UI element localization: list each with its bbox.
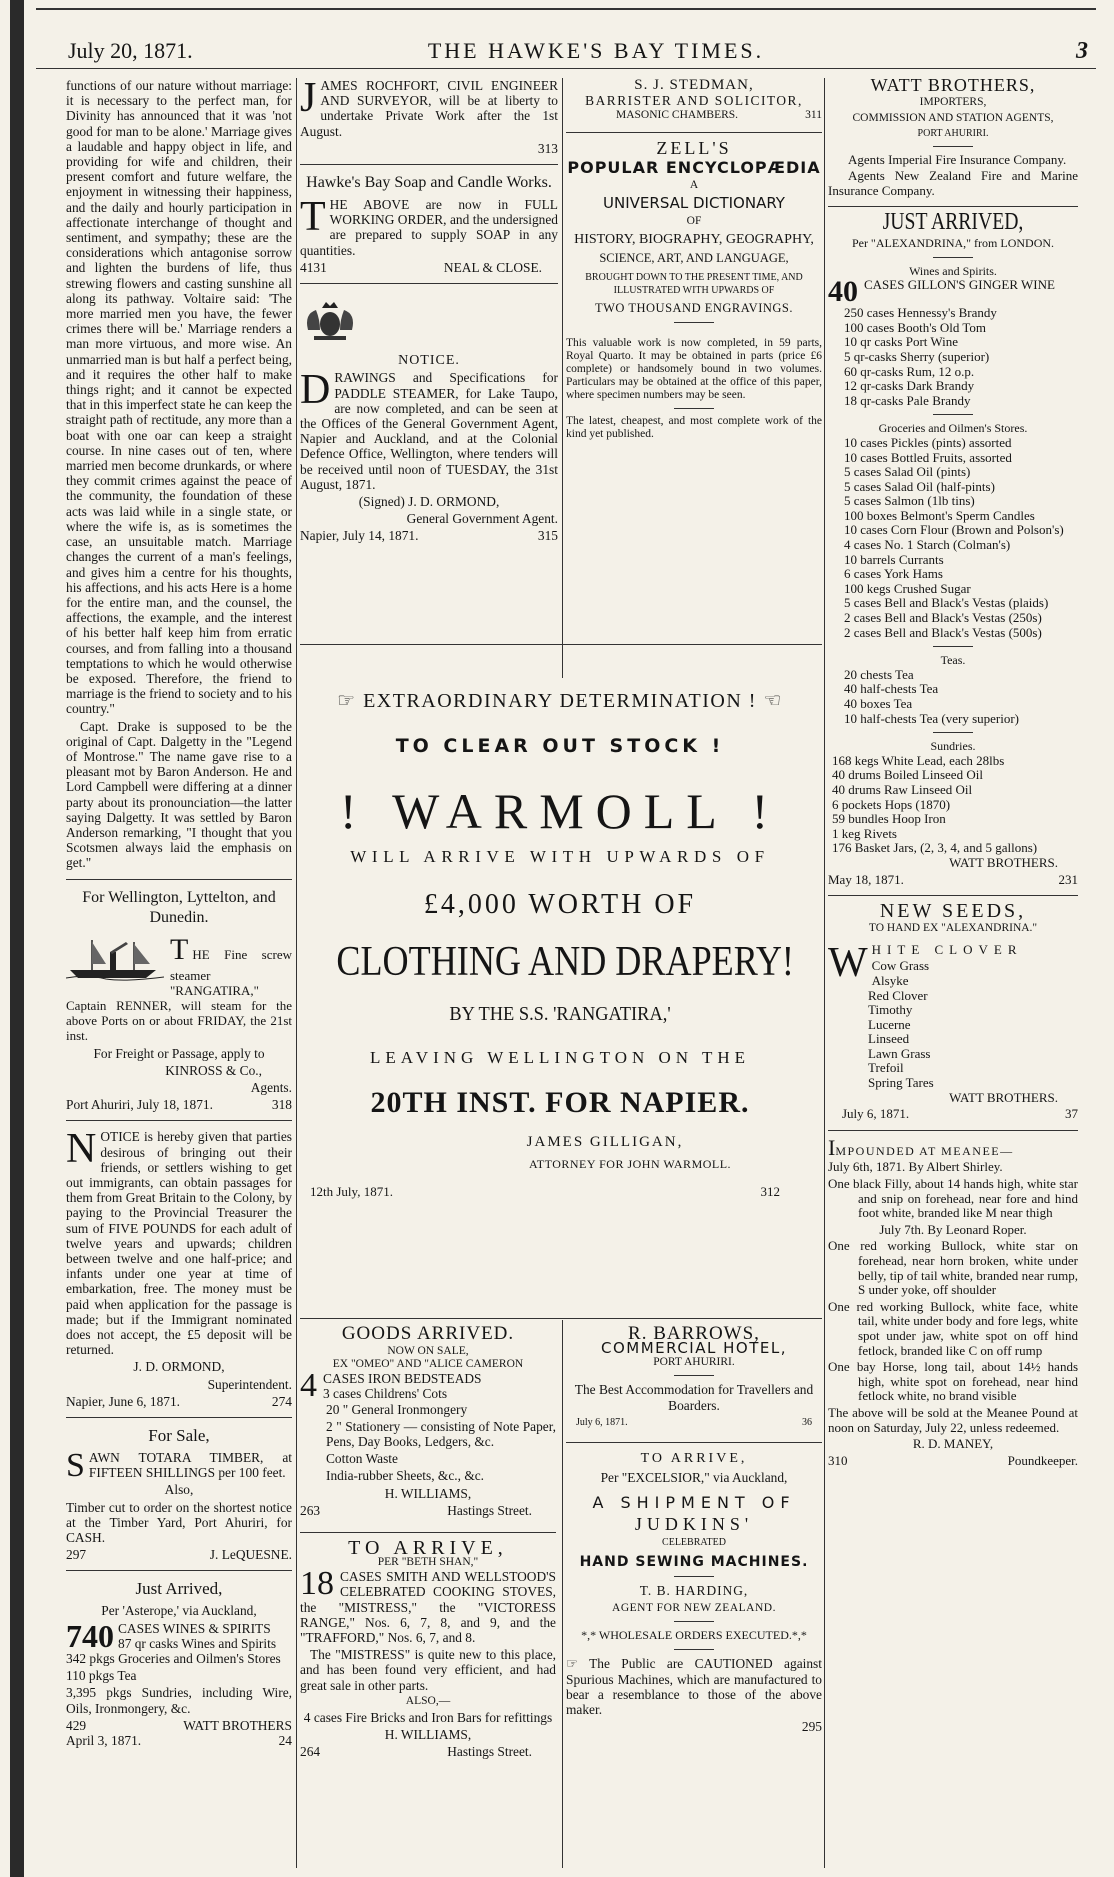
wines-line: CASES WINES & SPIRITS <box>118 1620 271 1636</box>
column-rule-4 <box>562 1320 563 1868</box>
notice-place: Napier, June 6, 1871. <box>66 1393 181 1409</box>
short-rule <box>674 1576 714 1577</box>
just-arrived-heading: JUST ARRIVED, <box>882 209 1024 236</box>
soap-signature: NEAL & CLOSE. <box>443 259 542 275</box>
dropcap: I <box>828 1134 836 1160</box>
list-item: Red Clover <box>868 987 928 1003</box>
short-rule <box>933 646 973 647</box>
ad-number: 313 <box>537 140 558 156</box>
list-item: 5 qr-casks Sherry (superior) <box>844 348 990 364</box>
zell-description: This valuable work is now completed, in 59 parts, Royal Quarto. It may be obtained in parts (price £6 complete) or handsomely bound in two volumes. Particulars may be obtained at the office of this paper, where specimen numbers may be seen. <box>566 336 822 401</box>
ad-number: 297 <box>66 1547 87 1563</box>
seeds-heading: NEW SEEDS, <box>879 900 1027 923</box>
watt-signature: WATT BROTHERS <box>183 1717 292 1733</box>
list-item: 168 kegs White Lead, each 28lbs <box>832 752 1005 768</box>
caution-text <box>566 1656 822 1717</box>
stoves-also: ALSO,— <box>405 1694 451 1707</box>
ad-date: April 3, 1871. <box>66 1733 142 1749</box>
to-arrive-per: Per "EXCELSIOR," via Auckland, <box>600 1470 788 1486</box>
poundkeeper-name: R. D. MANEY, <box>912 1436 994 1452</box>
divider <box>300 164 558 165</box>
impounded-title: MPOUNDED AT MEANEE— <box>835 1143 1014 1158</box>
watt-signature: WATT BROTHERS. <box>949 854 1058 870</box>
soap-body: HE ABOVE are now in FULL WORKING ORDER, and the undersigned are prepared to supply SOAP in any quantities. <box>300 197 558 258</box>
warmoll-line-2: TO CLEAR OUT STOCK ! <box>395 735 725 757</box>
drake-anecdote: Capt. Drake is supposed to be the original of Capt. Dalgetty in the "Legend of Montrose." The name gave rise to a pleasant mot by Baron Anderson. He and Lord Campbell were differing at a dinner party about its pronounciation—the latter saying Dalgetty. It was settled by Baron Anderson remarking, "I thought that you Scotsmen always laid the emphasis on get." <box>66 718 292 871</box>
rochfort-ad <box>300 75 558 139</box>
stoves-text-3: 4 cases Fire Bricks and Iron Bars for refittings <box>303 1709 553 1725</box>
bedsteads-block <box>300 1367 556 1405</box>
barrows-text: The Best Accommodation for Travellers and Boarders. <box>574 1382 814 1413</box>
watt-agents-2: Agents New Zealand Fire and Marine Insurance Company. <box>828 168 1078 198</box>
stedman-name: S. J. STEDMAN, <box>634 77 754 93</box>
newspaper-title: THE HAWKE'S BAY TIMES. <box>427 38 765 63</box>
list-item: Cow Grass <box>871 958 930 974</box>
list-item: 5 cases Bell and Black's Vestas (plaids) <box>844 595 1049 611</box>
goods-line: India-rubber Sheets, &c., &c. <box>326 1468 485 1484</box>
ginger-wine: CASES GILLON'S GINGER WINE <box>864 277 1055 293</box>
short-rule <box>674 408 714 409</box>
goods-line: 110 pkgs Tea <box>66 1668 137 1684</box>
short-rule <box>933 732 973 733</box>
short-rule <box>674 1375 714 1376</box>
list-item: 6 cases York Hams <box>844 566 943 582</box>
stoves-body: CASES SMITH AND WELLSTOOD'S CELEBRATED COOKING STOVES, the "MISTRESS," the "VICTORESS RANGE," Nos. 6, 7, 8, and 9, and the "TRAFFORD," Nos. 6, 7, and 8. <box>300 1569 556 1646</box>
sundries-heading: Sundries. <box>930 739 976 754</box>
dropcap: D <box>300 367 331 414</box>
ad-date: July 6, 1871. <box>842 1106 910 1122</box>
teas-heading: Teas. <box>940 653 966 668</box>
goods-line: 2 " Stationery — consisting of Note Paper, Pens, Day Books, Ledgers, &c. <box>326 1418 556 1450</box>
goods-signature: H. WILLIAMS, <box>384 1485 472 1501</box>
ad-number: 36 <box>802 1416 812 1428</box>
watt-port: PORT AHURIRI. <box>917 127 989 139</box>
quantity-number: 18 <box>300 1565 334 1603</box>
warmoll-attorney: JAMES GILLIGAN, <box>526 1134 684 1150</box>
masthead <box>36 0 1096 75</box>
list-item: 5 cases Salmon (1lb tins) <box>844 493 975 509</box>
impounded-line: One bay Horse, long tail, about 14½ hands high, white spot on forehead, near hind fetlock white, no brand visible <box>828 1359 1078 1404</box>
ad-number: 264 <box>300 1744 321 1760</box>
impounded-line: One red working Bullock, white face, white tail, white under body and fore legs, white spot under jaw, white spot on off hind fetlock, branded like C on off rump <box>828 1298 1078 1358</box>
sale-signature: J. LeQUESNE. <box>209 1547 292 1563</box>
soap-heading: Hawke's Bay Soap and Candle Works. <box>306 174 552 192</box>
divider <box>300 1532 556 1533</box>
zell-brought-down: BROUGHT DOWN TO THE PRESENT TIME, AND ILLUSTRATED WITH UPWARDS OF <box>585 271 803 296</box>
agent-name: KINROSS & Co., <box>165 1062 262 1078</box>
seeds-signature: WATT BROTHERS. <box>949 1089 1058 1105</box>
barrows-name: R. BARROWS, <box>628 1323 760 1344</box>
notice-heading: NOTICE. <box>398 353 460 369</box>
sale-also: Also, <box>164 1482 194 1498</box>
list-item: 18 qr-casks Pale Brandy <box>844 392 971 408</box>
goods-line: 3,395 pkgs Sundries, including Wire, Oils, Ironmongery, &c. <box>66 1685 292 1716</box>
warmoll-line-7: BY THE S.S. 'RANGATIRA,' <box>449 1003 671 1025</box>
ginger-wine-block <box>828 275 1078 309</box>
ad-number: 37 <box>1065 1106 1078 1122</box>
list-item: 4 cases No. 1 Starch (Colman's) <box>844 537 1011 553</box>
goods-line: Cotton Waste <box>326 1451 398 1467</box>
list-item: 10 cases Corn Flour (Brown and Polson's) <box>844 522 1064 538</box>
agents-label: Agents. <box>250 1079 292 1095</box>
list-item: 20 chests Tea <box>844 666 914 682</box>
ship-ad-place: Port Ahuriri, July 18, 1871. <box>66 1097 213 1113</box>
list-item: Trefoil <box>868 1060 904 1076</box>
goods-line: CASES IRON BEDSTEADS <box>323 1371 482 1387</box>
drawings-notice <box>300 367 558 492</box>
list-item: 59 bundles Hoop Iron <box>832 811 946 827</box>
short-rule <box>933 414 973 415</box>
notice-signature: J. D. ORMOND, <box>133 1359 225 1375</box>
stoves-ad <box>300 1565 556 1646</box>
list-item: 40 drums Boiled Linseed Oil <box>832 767 983 783</box>
stedman-address: MASONIC CHAMBERS. <box>616 109 739 122</box>
list-item: 5 cases Salad Oil (pints) <box>844 464 971 480</box>
dropcap: W <box>828 939 868 986</box>
ad-number: 231 <box>1058 871 1078 887</box>
stedman-role: BARRISTER AND SOLICITOR, <box>585 93 803 109</box>
divider <box>566 132 822 133</box>
barrows-hotel: COMMERCIAL HOTEL, <box>601 1339 787 1358</box>
timber-sale-2: Timber cut to order on the shortest notice at the Timber Yard, Port Ahuriri, for CASH. <box>66 1499 292 1546</box>
short-rule <box>674 1649 714 1650</box>
warmoll-attorney-for: ATTORNEY FOR JOHN WARMOLL. <box>528 1157 732 1171</box>
goods-line: 3 cases Childrens' Cots <box>323 1386 448 1402</box>
white-clover-text: HITE CLOVER <box>871 941 1023 957</box>
list-item: 40 boxes Tea <box>844 696 913 711</box>
divider <box>66 1120 292 1121</box>
ad-number: 4131 <box>300 259 327 275</box>
list-item: 176 Basket Jars, (2, 3, 4, and 5 gallons) <box>832 840 1038 856</box>
stoves-text-2: The "MISTRESS" is quite new to this place, and has been found very efficient, and had great sale in other parts. <box>300 1647 556 1693</box>
goods-line: 20 " General Ironmongery <box>326 1401 468 1417</box>
freight-line: For Freight or Passage, apply to <box>93 1045 265 1061</box>
list-item: 100 kegs Crushed Sugar <box>844 580 971 596</box>
immigration-notice-body: OTICE is hereby given that parties desirous of bringing out their friends, or settlers wishing to get out immigrants, can obtain passages for them from Great Britain to the Colony, by paying to the Provincial Treasurer the sum of FIVE POUNDS for each adult of twelve years and upwards; children between twelve and one half-price; and infants under one year at time of embarkation, free. The money must be paid when application for the passage is made; but if the Immigrant nominated does not accept, the £5 deposit will be returned. <box>66 1129 292 1358</box>
column-3 <box>566 78 822 443</box>
dropcap: S <box>66 1447 85 1485</box>
page-number: 3 <box>1076 38 1088 64</box>
short-rule <box>933 257 973 258</box>
shipment-line: A SHIPMENT OF <box>592 1493 796 1513</box>
goods-heading: GOODS ARRIVED. <box>341 1323 515 1344</box>
column-rule-1 <box>296 78 297 1868</box>
wines-heading: Wines and Spirits. <box>909 263 997 278</box>
divider <box>300 1318 822 1319</box>
list-item: Lucerne <box>868 1016 911 1032</box>
warmoll-line-5: £4,000 WORTH OF <box>423 889 697 920</box>
ad-number: 295 <box>801 1719 822 1735</box>
groceries-list <box>828 436 1078 640</box>
barrows-and-sewing-ads <box>566 1323 822 1736</box>
impounded-line: One black Filly, about 14 hands high, white star and snip on forehead, near fore and hind foot white, branded like M near thigh <box>828 1176 1078 1221</box>
zell-a: A <box>689 179 699 192</box>
sewing-machines: HAND SEWING MACHINES. <box>579 1553 809 1570</box>
pointing-hand-icon: ☞ <box>566 1656 590 1672</box>
goods-ex: EX "OMEO" AND "ALICE CAMERON <box>332 1358 524 1371</box>
list-item: 10 qr casks Port Wine <box>844 334 959 350</box>
to-arrive-heading: TO ARRIVE, <box>640 1451 748 1467</box>
drawings-role: General Government Agent. <box>406 511 558 527</box>
list-item: 10 cases Pickles (pints) assorted <box>844 434 1012 450</box>
list-item: 60 qr-casks Rum, 12 o.p. <box>844 363 975 379</box>
zell-dictionary: UNIVERSAL DICTIONARY <box>603 194 785 213</box>
binding-edge <box>10 0 24 1877</box>
short-rule <box>674 322 714 323</box>
teas-list <box>828 668 1078 726</box>
ad-number: 315 <box>537 528 558 544</box>
list-item: 40 half-chests Tea <box>844 681 939 697</box>
divider <box>300 283 558 284</box>
divider <box>828 895 1078 896</box>
ad-number: 274 <box>271 1393 292 1409</box>
poundkeeper-role: Poundkeeper. <box>1007 1452 1078 1468</box>
stoves-address: Hastings Street. <box>447 1744 532 1760</box>
warmoll-line-8: LEAVING WELLINGTON ON THE <box>369 1048 751 1067</box>
list-item: 1 keg Rivets <box>832 825 897 841</box>
list-item: 250 cases Hennessy's Brandy <box>844 305 997 321</box>
quantity-number: 40 <box>828 275 858 309</box>
goods-line: 342 pkgs Groceries and Oilmen's Stores <box>66 1651 281 1667</box>
barrows-place: PORT AHURIRI. <box>653 1356 735 1369</box>
just-arrived-heading: Just Arrived, <box>135 1579 223 1599</box>
divider <box>66 879 292 880</box>
impounded-line: The above will be sold at the Meanee Pound at noon on Saturday, July 22, unless redeemed. <box>828 1404 1078 1435</box>
column-rule-3 <box>824 78 825 1868</box>
zell-subjects: HISTORY, BIOGRAPHY, GEOGRAPHY, <box>574 232 814 248</box>
list-item: Linseed <box>868 1031 910 1047</box>
warmoll-advertisement <box>300 688 820 1200</box>
ad-number: 311 <box>805 109 822 122</box>
list-item: 40 drums Raw Linseed Oil <box>832 781 973 797</box>
to-arrive-heading: TO ARRIVE, <box>348 1537 508 1560</box>
celebrated-label: CELEBRATED <box>662 1536 726 1548</box>
column-1 <box>66 78 292 1748</box>
list-item: Alsyke <box>871 972 909 988</box>
ad-date: May 18, 1871. <box>828 871 904 887</box>
ad-number: 263 <box>300 1502 321 1518</box>
impounded-line: One red working Bullock, white star on forehead, near horn broken, white under belly, tip of tail white, branded near rump, S under yoke, off shoulder <box>828 1238 1078 1298</box>
masthead-rule <box>36 68 1096 69</box>
warmoll-line-3: ! WARMOLL ! <box>339 783 781 839</box>
ad-number: 312 <box>760 1184 780 1199</box>
just-arrived-per: Per 'Asterope,' via Auckland, <box>101 1603 257 1619</box>
watt-agents-1: Agents Imperial Fire Insurance Company. <box>848 151 1067 167</box>
warmoll-line-4: WILL ARRIVE WITH UPWARDS OF <box>350 847 770 866</box>
ad-number: 318 <box>271 1097 292 1113</box>
list-item: 100 boxes Belmont's Sperm Candles <box>844 507 1035 523</box>
wines-list <box>828 306 1078 408</box>
ad-number: 429 <box>66 1717 87 1733</box>
column-rule-2 <box>562 78 563 678</box>
list-item: 2 cases Bell and Black's Vestas (500s) <box>844 624 1042 640</box>
sundries-list <box>828 754 1078 856</box>
divider <box>300 644 822 645</box>
goods-sub: NOW ON SALE, <box>387 1345 469 1358</box>
drawings-place: Napier, July 14, 1871. <box>300 528 419 544</box>
caution-body: The Public are CAUTIONED against Spurious Machines, which are manufactured to bear a resemblance to those of the above maker. <box>566 1656 822 1718</box>
warmoll-line-9: 20TH INST. FOR NAPIER. <box>370 1086 750 1119</box>
sale-heading: For Sale, <box>148 1426 210 1446</box>
column-4 <box>828 75 1078 1468</box>
seeds-sub: TO HAND EX "ALEXANDRINA." <box>868 921 1038 934</box>
dropcap: N <box>66 1126 97 1173</box>
groceries-heading: Groceries and Oilmen's Stores. <box>878 421 1028 436</box>
rochfort-body: AMES ROCHFORT, CIVIL ENGINEER AND SURVEYOR, will be at liberty to undertake Private Work after the 1st August. <box>300 78 558 139</box>
zell-encyclopaedia: POPULAR ENCYCLOPÆDIA <box>567 157 821 177</box>
notice-role: Superintendent. <box>207 1376 292 1392</box>
column-2 <box>300 75 558 544</box>
marriage-essay: functions of our nature without marriage: it is necessary to the perfect man, for Divinity has announced that it was 'not good for man to be alone.' Marriage gives a laudable and happy object in life, and providing for wife and children, their present comfort and future welfare, the enjoyment in witnessing their happiness, and the daily and hourly participation in affectionate interchange of thought and sentiment, and sympathy; these are the considerations which antagonise sorrow and lighten the burdens of life, thus strewing flowers and casting sunshine all along its pathway. Voltaire said: 'The more married men you have, the fewer crimes there will be.' Marriage renders a man more virtuous, and more wise. An unmarried man is but half a perfect being, and it requires the other half to make things right; and it cannot be expected that in this imperfect state he can keep the straight path of rectitude, any more than a boat with one oar can keep a straight course. In nine cases out of ten, where married men become drunkards, or where they commit crimes against the peace of the community, the foundation of these acts was laid while in a single state, or where the wife is, as is sometimes the case, an unsuitable match. Marriage changes the current of a man's feelings, and gives him a centre for his thoughts, his affections, and his acts Here is a home for the entire man, and the counsel, the affections, the example, and the interest of his better half keep him from erratic courses, and from falling into a thousand temptations to which he would otherwise be exposed. Therefore, the friend to marriage is the friend to society and to his country." <box>66 78 292 717</box>
stoves-signature: H. WILLIAMS, <box>384 1727 472 1743</box>
list-item: 10 cases Bottled Fruits, assorted <box>844 449 1012 465</box>
divider <box>828 206 1078 207</box>
timber-sale <box>66 1447 292 1485</box>
impounded-heading <box>828 1134 1078 1160</box>
immigration-notice <box>66 1126 292 1358</box>
warmoll-line-1: ☞ EXTRAORDINARY DETERMINATION ! ☜ <box>337 690 783 712</box>
list-item: 2 cases Bell and Black's Vestas (250s) <box>844 610 1042 626</box>
short-rule <box>674 1621 714 1622</box>
issue-date: July 20, 1871. <box>68 38 193 63</box>
list-item: 10 barrels Currants <box>844 551 944 567</box>
harding-role: AGENT FOR NEW ZEALAND. <box>612 1602 776 1615</box>
ship-ad-heading: For Wellington, Lyttelton, and Dunedin. <box>82 888 276 926</box>
list-item: Timothy <box>868 1002 913 1018</box>
quantity-number: 4 <box>300 1367 317 1405</box>
soap-ad <box>300 194 558 258</box>
divider <box>566 1442 822 1443</box>
watt-importers: IMPORTERS, <box>919 95 987 108</box>
wines-block <box>66 1617 292 1654</box>
impounded-line: July 6th, 1871. By Albert Shirley. <box>828 1159 1003 1175</box>
dropcap: T <box>170 932 189 966</box>
steamer-ship-icon <box>66 934 164 982</box>
zell-latest: The latest, cheapest, and most complete work of the kind yet published. <box>566 414 822 440</box>
harding-name: T. B. HARDING, <box>639 1583 749 1599</box>
goods-address: Hastings Street. <box>447 1502 532 1518</box>
goods-arrived-ad <box>300 1323 556 1760</box>
ad-number: 24 <box>278 1733 292 1749</box>
top-rule <box>36 8 1096 10</box>
zell-subjects-2: SCIENCE, ART, AND LANGUAGE, <box>599 251 789 266</box>
to-arrive-per: PER "BETH SHAN," <box>377 1556 479 1569</box>
ship-ad-body: HE Fine screw steamer "RANGATIRA," Captain RENNER, will steam for the above Ports on or about FRIDAY, the 21st inst. <box>66 946 292 1044</box>
list-item: 10 half-chests Tea (very superior) <box>844 710 1020 726</box>
list-item: Spring Tares <box>868 1075 934 1091</box>
list-item: 5 cases Salad Oil (half-pints) <box>844 478 995 494</box>
watt-commission: COMMISSION AND STATION AGENTS, <box>852 111 1054 124</box>
list-item: 6 pockets Hops (1870) <box>832 796 951 812</box>
short-rule <box>933 146 973 147</box>
judkins-name: JUDKINS' <box>634 1513 754 1534</box>
list-item: 12 qr-casks Dark Brandy <box>844 378 975 394</box>
warmoll-date: 12th July, 1871. <box>310 1184 393 1199</box>
barrows-date: July 6, 1871. <box>576 1416 628 1428</box>
dropcap: T <box>300 194 326 241</box>
drawings-body: RAWINGS and Specifications for PADDLE STEAMER, for Lake Taupo, are now completed, and can be seen at the Offices of the General Government Agent, Napier and Auckland, and at the Colonial Defence Office, Wellington, where tenders will be received until noon of TUESDAY, the 31st August, 1871. <box>300 370 558 492</box>
divider <box>66 1570 292 1571</box>
zell-of: OF <box>686 215 702 228</box>
royal-crest-icon <box>300 300 360 342</box>
quantity-number: 740 <box>66 1617 114 1654</box>
watt-name: WATT BROTHERS, <box>870 75 1036 95</box>
divider <box>66 1417 292 1418</box>
timber-sale-body: AWN TOTARA TIMBER, at FIFTEEN SHILLINGS per 100 feet. <box>88 1450 292 1481</box>
ad-number: 310 <box>828 1452 848 1468</box>
divider <box>828 1130 1078 1131</box>
just-arrived-per: Per "ALEXANDRINA," from LONDON. <box>851 235 1055 250</box>
list-item: 100 cases Booth's Old Tom <box>844 319 987 335</box>
zell-title: ZELL'S <box>656 137 732 158</box>
warmoll-line-6: CLOTHING AND DRAPERY! <box>336 939 794 985</box>
list-item: Lawn Grass <box>868 1045 931 1061</box>
drawings-signature: (Signed) J. D. ORMOND, <box>358 494 500 510</box>
wholesale-orders: *,* WHOLESALE ORDERS EXECUTED.*,* <box>581 1628 807 1643</box>
dropcap: J <box>300 75 317 121</box>
wines-line: 87 qr casks Wines and Spirits <box>118 1635 277 1651</box>
impounded-line: July 7th. By Leonard Roper. <box>879 1221 1027 1237</box>
zell-engravings: TWO THOUSAND ENGRAVINGS. <box>595 300 793 315</box>
